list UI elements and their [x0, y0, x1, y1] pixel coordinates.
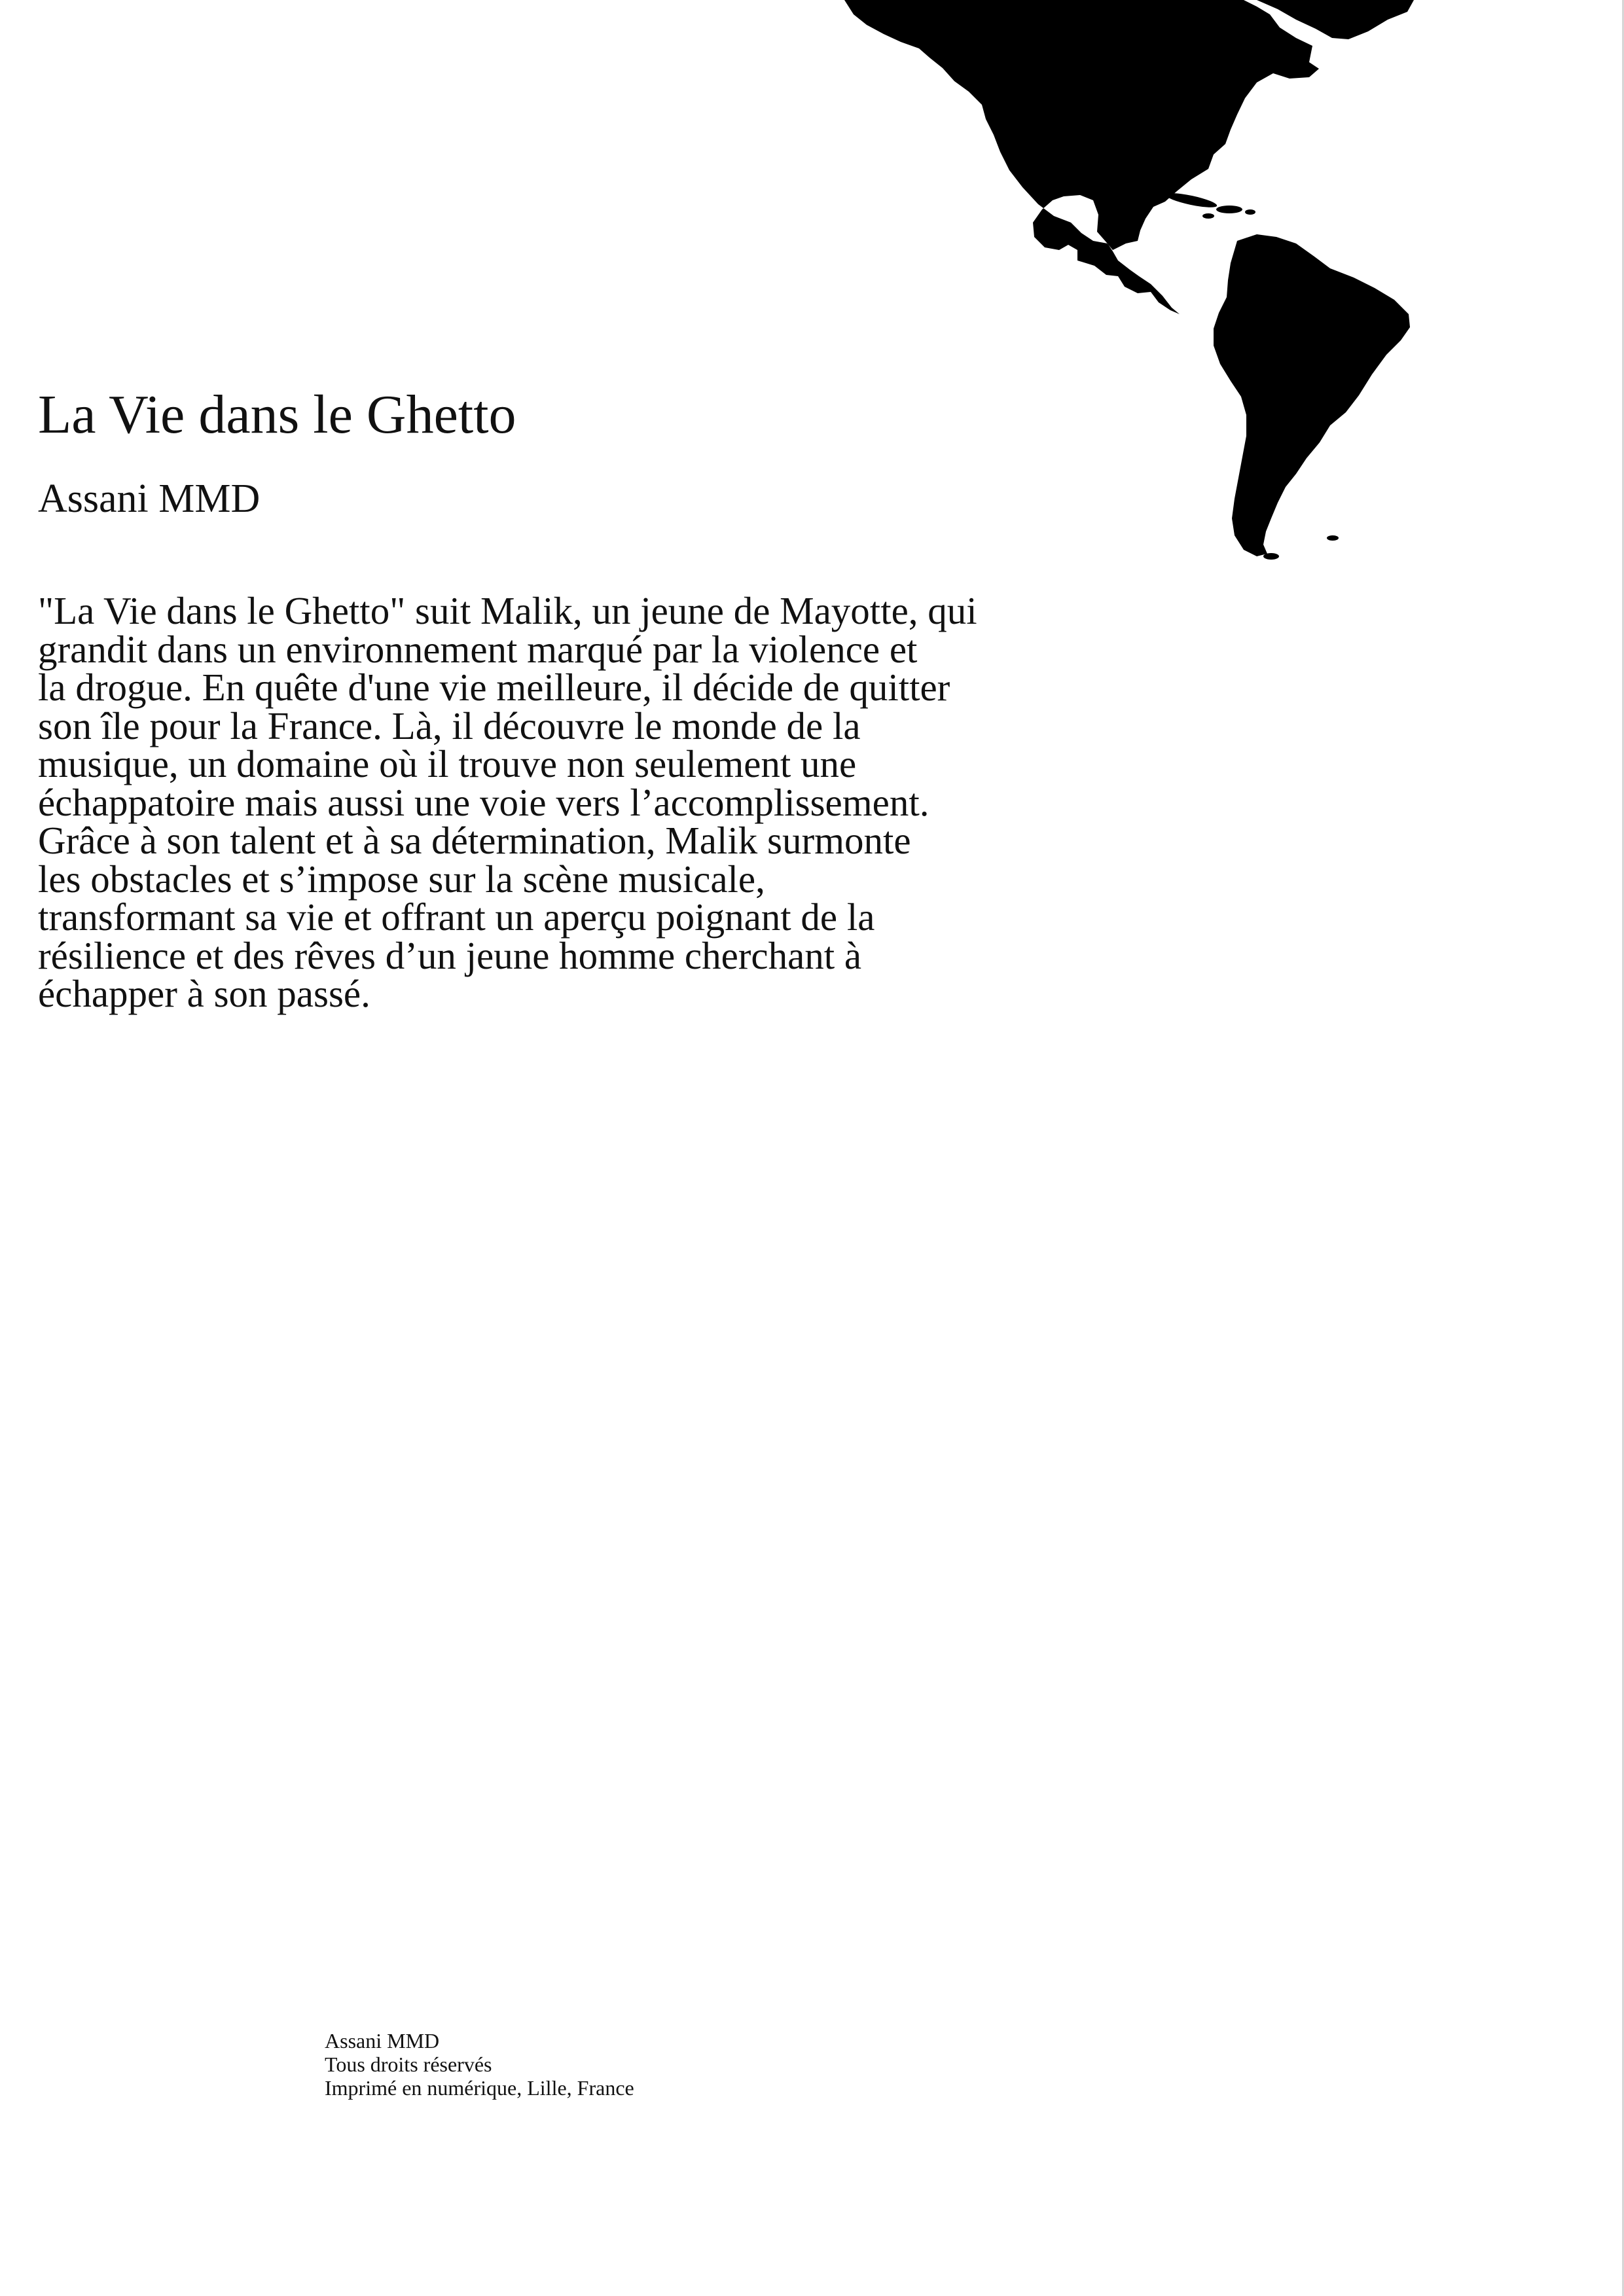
- synopsis-line: les obstacles et s’impose sur la scène musicale,: [38, 857, 765, 901]
- cuba-shape: [1164, 190, 1218, 210]
- synopsis-line: musique, un domaine où il trouve non seulement une: [38, 742, 857, 785]
- synopsis-line: échappatoire mais aussi une voie vers l’accomplissement.: [38, 780, 929, 824]
- jamaica-shape: [1202, 213, 1214, 219]
- synopsis-paragraph: [38, 589, 1216, 1015]
- synopsis-line: échapper à son passé.: [38, 972, 370, 1015]
- colophon-printing: Imprimé en numérique, Lille, France: [325, 2076, 634, 2100]
- colophon: [325, 2029, 634, 2100]
- synopsis-line: Grâce à son talent et à sa détermination, Malik surmonte: [38, 819, 911, 862]
- colophon-rights: Tous droits réservés: [325, 2053, 492, 2076]
- puerto-rico-shape: [1245, 209, 1255, 215]
- book-author: Assani MMD: [38, 476, 261, 521]
- hispaniola-shape: [1216, 206, 1242, 213]
- synopsis-line: résilience et des rêves d’un jeune homme cherchant à: [38, 933, 862, 977]
- book-title: La Vie dans le Ghetto: [38, 384, 516, 445]
- synopsis-line: grandit dans un environnement marqué par la violence et: [38, 627, 918, 671]
- colophon-author: Assani MMD: [325, 2029, 440, 2053]
- synopsis-line: son île pour la France. Là, il découvre le monde de la: [38, 704, 861, 747]
- falklands-shape: [1327, 535, 1339, 541]
- synopsis-line: "La Vie dans le Ghetto" suit Malik, un jeune de Mayotte, qui: [38, 589, 977, 632]
- americas-map-icon: [838, 0, 1545, 589]
- south-america-shape: [1214, 234, 1410, 556]
- synopsis-line: transformant sa vie et offrant un aperçu poignant de la: [38, 895, 875, 939]
- tierra-del-fuego-shape: [1263, 553, 1279, 560]
- synopsis-line: la drogue. En quête d'une vie meilleure, il décide de quitter: [38, 666, 950, 709]
